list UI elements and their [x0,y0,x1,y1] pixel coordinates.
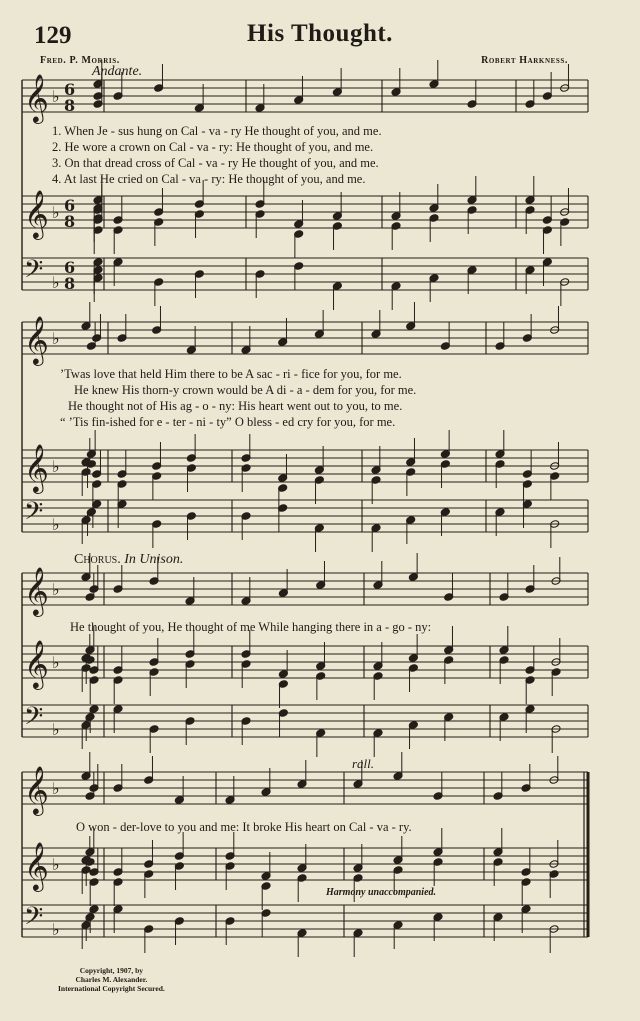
flat-key-signature-icon: ♭ [52,329,60,348]
flat-key-signature-icon: ♭ [52,203,60,222]
copyright-line-3: International Copyright Secured. [58,984,165,993]
verse-2-line-1: 2. He wore a crown on Cal - va - ry: He thought of you, and me. [52,140,374,154]
flat-key-signature-icon: ♭ [52,273,60,292]
chorus-line-1: He thought of you, He thought of me While hanging there in a - go - ny: [70,620,432,634]
bass-clef-icon: 𝄢 [24,702,44,737]
treble-clef-icon: 𝄞 [24,189,49,238]
time-signature-top: 6 [64,196,76,215]
time-signature-top: 6 [64,80,76,99]
bass-clef-icon: 𝄢 [24,902,44,937]
flat-key-signature-icon: ♭ [52,779,60,798]
treble-clef-icon: 𝄞 [24,841,49,890]
verse-2-line-2: He knew His thorn-y crown would be A di - a - dem for you, for me. [74,383,417,397]
staff-system-4-1 [22,772,588,804]
chorus-heading [74,552,183,568]
rallentando-marking: rall. [352,756,375,771]
flat-key-signature-icon: ♭ [52,457,60,476]
time-signature-bottom: 8 [64,274,76,293]
chorus-direction: In Unison. [124,552,184,567]
staff-system-1-1 [22,80,588,112]
treble-clef-icon: 𝄞 [24,765,49,814]
flat-key-signature-icon: ♭ [52,515,60,534]
flat-key-signature-icon: ♭ [52,653,60,672]
staff-system-3-3 [22,705,588,737]
bass-clef-icon: 𝄢 [24,497,44,532]
staff-system-1-2 [22,196,588,228]
flat-key-signature-icon: ♭ [52,920,60,939]
harmony-note: Harmony unaccompanied. [326,887,437,898]
treble-clef-icon: 𝄞 [24,639,49,688]
copyright-line-2: Charles M. Alexander. [75,975,148,984]
hymn-title: His Thought. [247,20,393,47]
bass-clef-icon: 𝄢 [24,255,44,290]
composer-credit: Robert Harkness. [481,55,568,66]
verse-1-line-1: 1. When Je - sus hung on Cal - va - ry He thought of you, and me. [52,124,382,138]
chorus-line-2: O won - der-love to you and me: It broke His heart on Cal - va - ry. [76,820,412,834]
flat-key-signature-icon: ♭ [52,87,60,106]
verse-4-line-2: “ ’Tis fin-ished for e - ter - ni - ty” O bless - ed cry for you, for me. [60,415,396,429]
treble-clef-icon: 𝄞 [24,315,49,364]
chorus-label: Chorus. [74,552,121,567]
time-signature-bottom: 8 [64,212,76,231]
treble-clef-icon: 𝄞 [24,443,49,492]
verse-1-line-2: ’Twas love that held Him there to be A sac - ri - fice for you, for me. [60,367,402,381]
treble-clef-icon: 𝄞 [24,566,49,615]
copyright-line-1: Copyright, 1907, by [79,966,144,975]
flat-key-signature-icon: ♭ [52,855,60,874]
verse-4-line-1: 4. At last He cried on Cal - va - ry: He thought of you, and me. [52,172,366,186]
lyricist-credit: Fred. P. Morris. [40,55,120,66]
verse-3-line-1: 3. On that dread cross of Cal - va - ry He thought of you, and me. [52,156,379,170]
tempo-marking: Andante. [92,64,143,79]
treble-clef-icon: 𝄞 [24,73,49,122]
hymn-number: 129 [34,22,72,49]
time-signature-bottom: 8 [64,96,76,115]
staff-system-2-3 [22,500,588,532]
flat-key-signature-icon: ♭ [52,580,60,599]
verse-3-line-2: He thought not of His ag - o - ny: His heart went out to you, to me. [68,399,403,413]
flat-key-signature-icon: ♭ [52,720,60,739]
staff-system-2-1 [22,322,588,354]
copyright-notice [58,966,165,993]
staff-system-1-3 [22,258,588,290]
time-signature-top: 6 [64,258,76,277]
